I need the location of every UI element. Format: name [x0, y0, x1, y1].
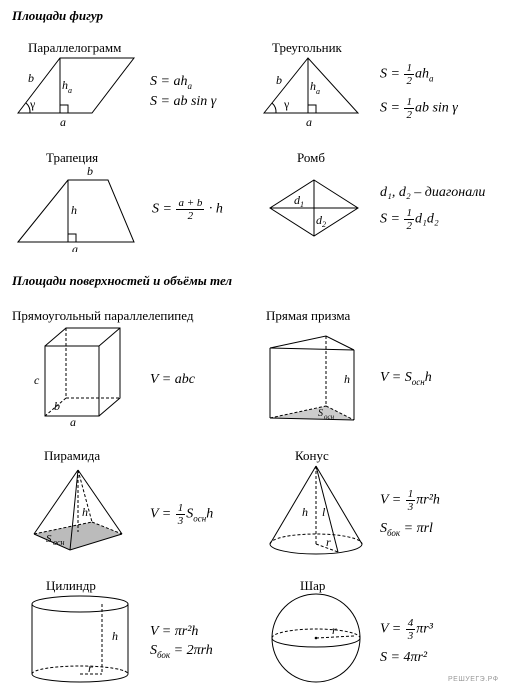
- svg-text:r: r: [326, 535, 331, 549]
- sphere-figure: [262, 592, 372, 688]
- svg-text:r: r: [332, 623, 337, 637]
- box-title: Прямоугольный параллелепипед: [12, 308, 194, 323]
- cylinder-figure: [24, 592, 136, 688]
- param-h: h: [62, 78, 68, 92]
- cone-formula-1: V = $\frac{1}{3}$ πr²h: [380, 488, 440, 513]
- svg-text:a: a: [316, 87, 320, 96]
- prism-figure: [262, 322, 362, 426]
- prism-title: Прямая призма: [266, 308, 351, 323]
- svg-text:h: h: [302, 505, 308, 519]
- parallelogram-formula-2: S = ab sin γ: [150, 94, 217, 109]
- section-title-volumes: Площади поверхностей и объёмы тел: [12, 273, 233, 288]
- svg-text:d: d: [294, 193, 300, 207]
- parallelogram-title: Параллелограмм: [28, 40, 122, 55]
- svg-text:осн: осн: [53, 538, 65, 547]
- rhombus-title: Ромб: [297, 150, 325, 165]
- svg-text:a: a: [306, 115, 312, 129]
- cone-title: Конус: [295, 448, 329, 463]
- svg-text:a: a: [72, 242, 78, 252]
- svg-text:a: a: [68, 86, 72, 95]
- svg-text:c: c: [34, 373, 40, 387]
- svg-text:2: 2: [322, 220, 326, 229]
- rhombus-figure: [264, 176, 364, 246]
- cone-formula-2: $S_{бок} = \pi rl$: [380, 521, 433, 538]
- triangle-title: Треугольник: [272, 40, 342, 55]
- svg-text:a: a: [70, 415, 76, 429]
- svg-text:h: h: [310, 79, 316, 93]
- triangle-formula-2: S = $\frac{1}{2}$ ab sin γ: [380, 96, 458, 121]
- svg-text:h: h: [71, 203, 77, 217]
- cylinder-formula-1: V = πr²h: [150, 624, 199, 639]
- pyramid-title: Пирамида: [44, 448, 101, 463]
- pyramid-figure: [26, 464, 134, 564]
- sphere-formula-1: V = $\frac{4}{3}$ πr³: [380, 617, 433, 642]
- box-formula: V = abc: [150, 372, 195, 387]
- triangle-figure: [258, 54, 368, 129]
- parallelogram-figure: [10, 54, 140, 129]
- param-a: a: [60, 115, 66, 129]
- box-figure: [30, 322, 130, 430]
- cylinder-title: Цилиндр: [46, 578, 96, 593]
- svg-text:γ: γ: [30, 97, 36, 111]
- prism-formula: $V = S_{осн}h$: [380, 370, 432, 387]
- svg-text:γ: γ: [284, 97, 290, 111]
- sphere-title: Шар: [300, 578, 326, 593]
- svg-text:h: h: [82, 505, 88, 519]
- trapezoid-figure: [10, 164, 140, 252]
- svg-text:S: S: [318, 408, 323, 419]
- cylinder-formula-2: $S_{бок} = 2\pi rh$: [150, 643, 213, 660]
- svg-text:l: l: [322, 505, 326, 519]
- parallelogram-formula-1: $S = ah_a$: [150, 74, 192, 91]
- pyramid-formula: V = $\frac{1}{3}$ $S_{осн}h$: [150, 502, 214, 527]
- svg-text:h: h: [112, 629, 118, 643]
- svg-text:S: S: [46, 533, 52, 545]
- trapezoid-formula: S = $\frac{a + b}{2}$ · h: [152, 197, 223, 222]
- svg-text:b: b: [54, 399, 60, 413]
- section-title-areas: Площади фигур: [12, 8, 103, 23]
- svg-text:d: d: [316, 213, 322, 227]
- svg-text:h: h: [344, 372, 350, 386]
- trapezoid-title: Трапеция: [46, 150, 99, 165]
- svg-text:b: b: [276, 73, 282, 87]
- svg-text:r: r: [88, 661, 93, 675]
- svg-text:b: b: [87, 164, 93, 178]
- svg-text:1: 1: [300, 200, 304, 209]
- cone-figure: [262, 462, 372, 558]
- rhombus-diagonals-note: d₁, d₂ – диагонали: [380, 185, 486, 200]
- rhombus-formula: S = $\frac{1}{2}$ d₁d₂: [380, 207, 439, 232]
- triangle-formula-1: S = $\frac{1}{2}$ $ah_a$: [380, 62, 434, 87]
- svg-text:осн: осн: [324, 413, 335, 421]
- watermark: РЕШУЕГЭ.РФ: [448, 676, 499, 683]
- sphere-formula-2: S = 4πr²: [380, 650, 428, 665]
- param-b: b: [28, 71, 34, 85]
